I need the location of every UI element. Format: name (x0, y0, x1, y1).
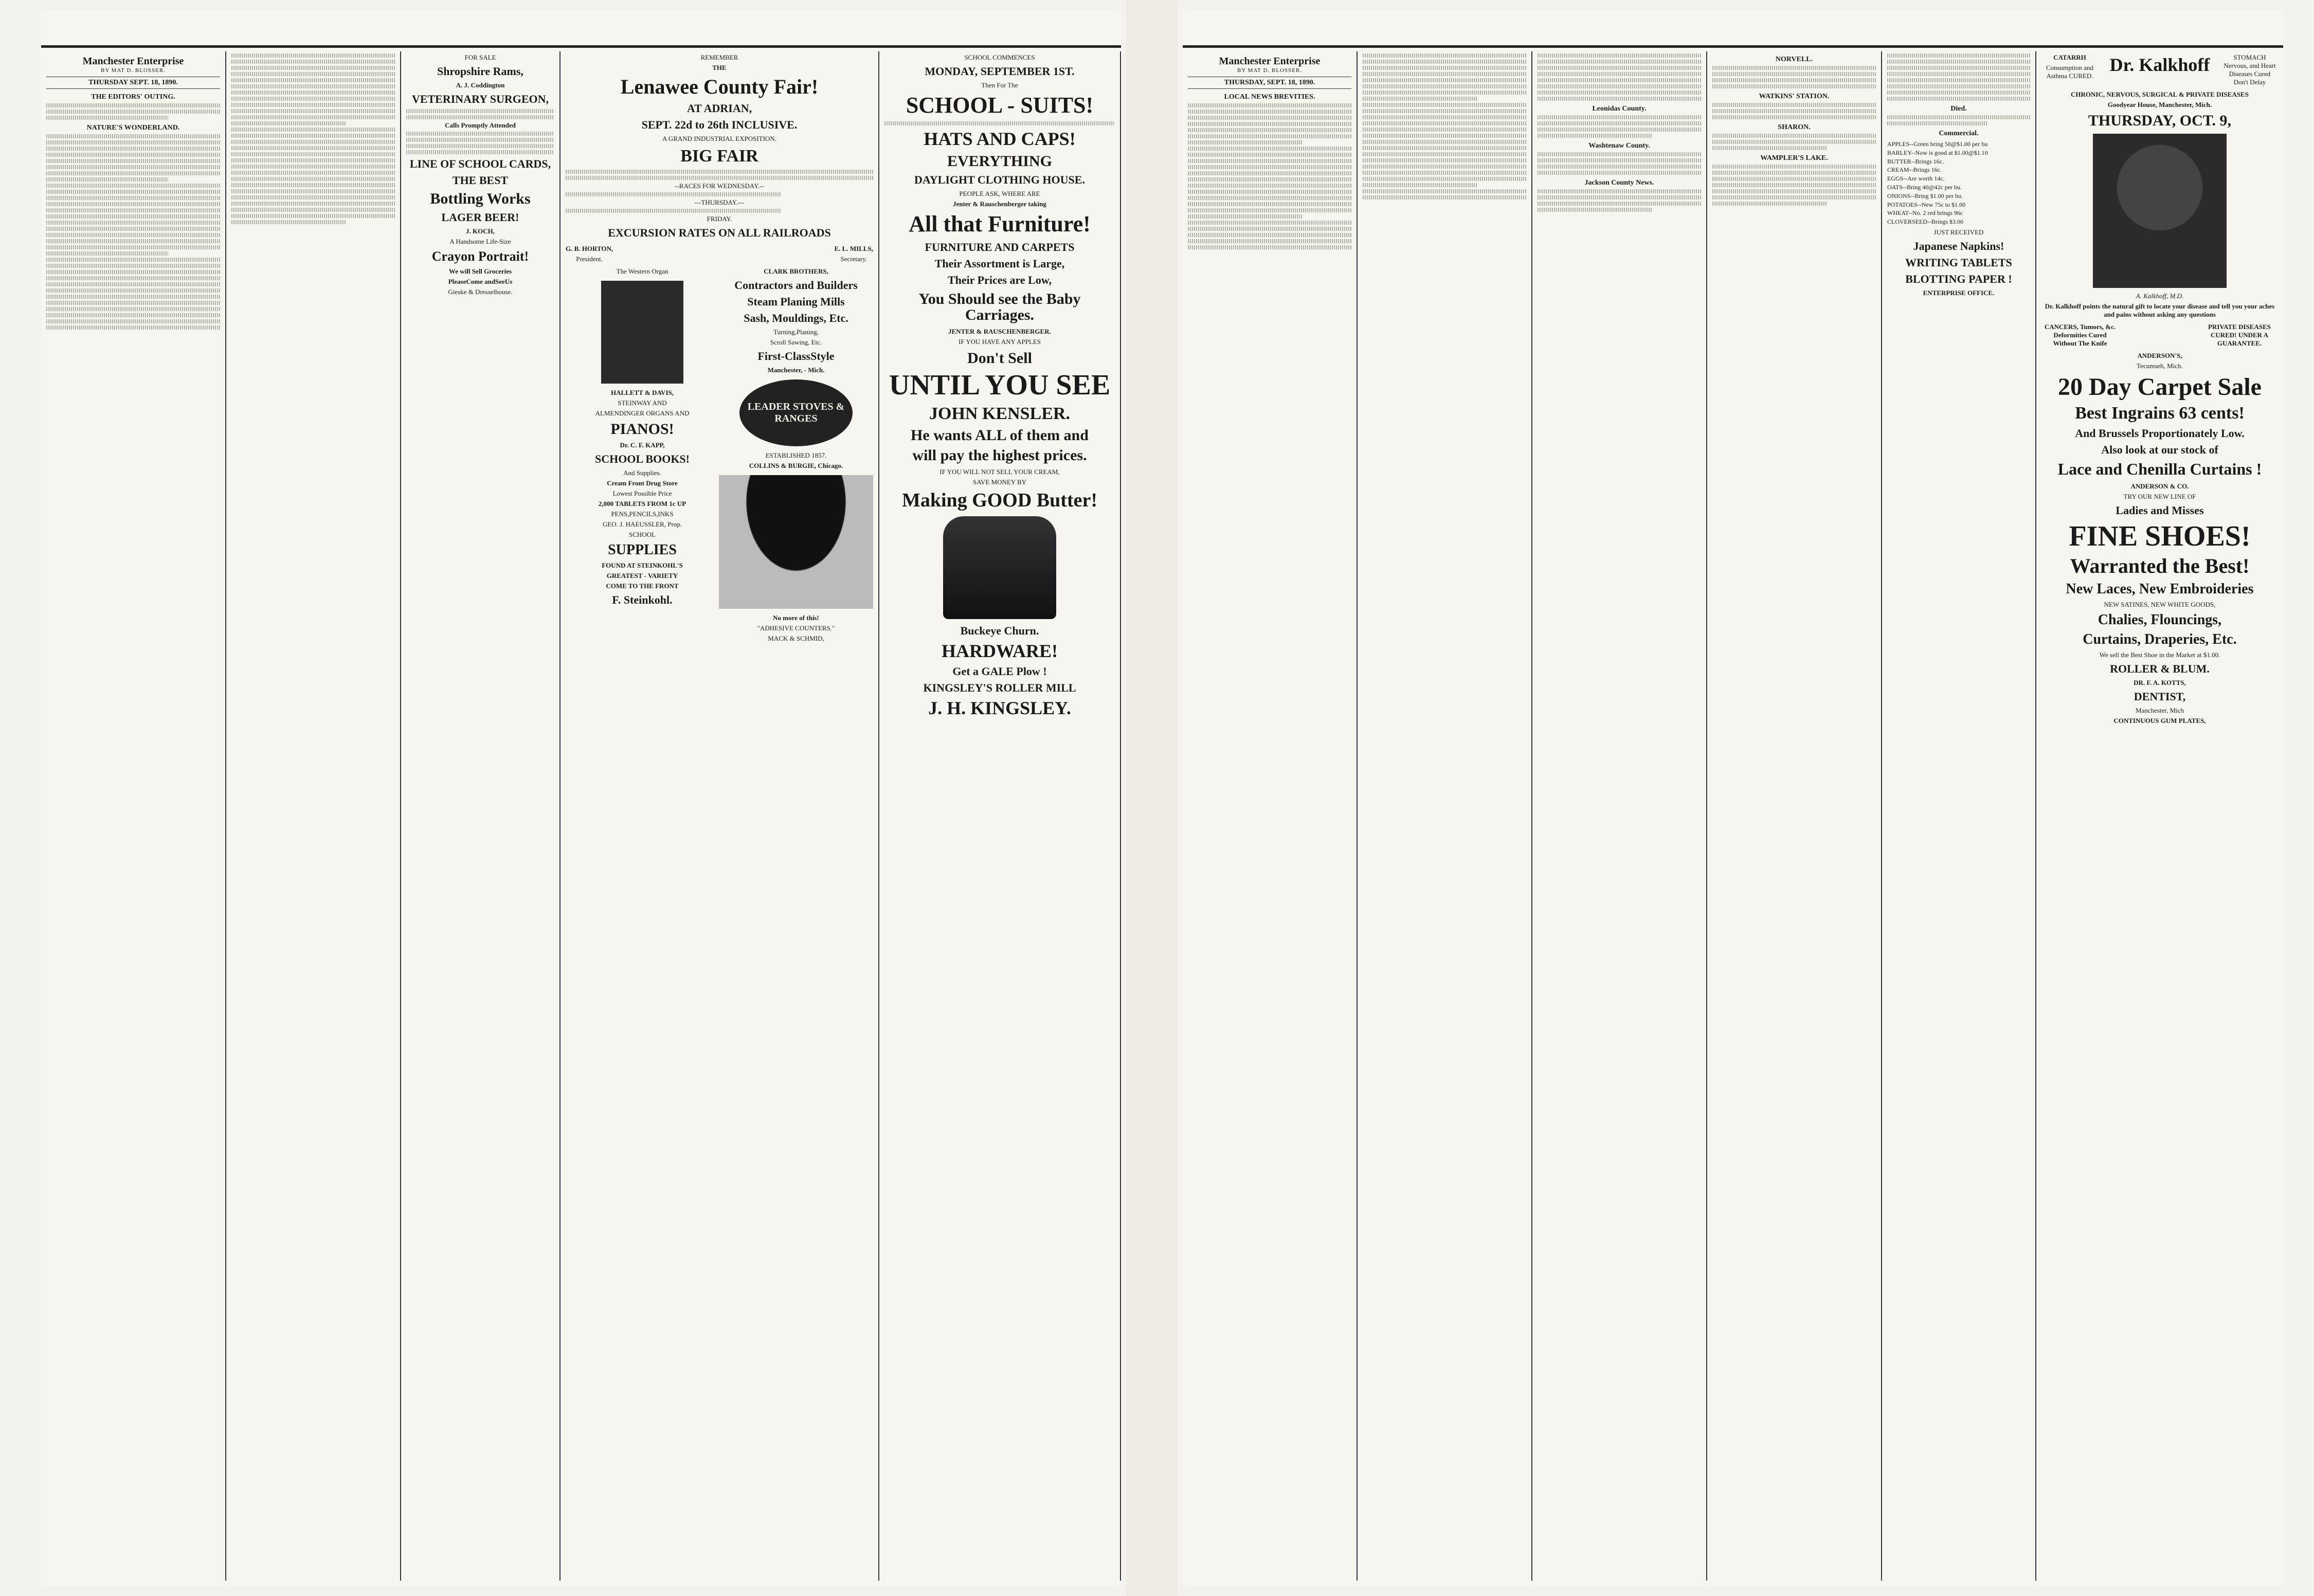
try-our: TRY OUR NEW LINE OF (2123, 492, 2196, 500)
almendinger: ALMENDINGER ORGANS AND (595, 409, 690, 417)
haeussler: GEO. J. HAEUSSLER, Prop. (602, 520, 682, 528)
brussels: And Brussels Proportionately Low. (2075, 427, 2245, 440)
kotts: DR. F. A. KOTTS, (2134, 679, 2186, 687)
steinkohl-found: FOUND AT STEINKOHL'S (602, 561, 683, 569)
daylight: DAYLIGHT CLOTHING HOUSE. (914, 173, 1085, 187)
private: PRIVATE DISEASES CURED! UNDER A GUARANTEE. (2208, 323, 2271, 347)
adhesive: "ADHESIVE COUNTERS." (757, 624, 835, 632)
masthead: Manchester Enterprise (1219, 56, 1321, 67)
left-page (41, 10, 1121, 1586)
market-row: EGGS--Are worth 14c. (1887, 175, 1945, 183)
kensler: JOHN KENSLER. (929, 404, 1070, 423)
horton: G. B. HORTON, (566, 244, 613, 252)
tablets: 2,000 TABLETS FROM 1c UP (598, 499, 686, 507)
clark: CLARK BROTHERS, (764, 267, 828, 275)
until-see: UNTIL YOU SEE (889, 369, 1111, 402)
masthead: Manchester Enterprise (82, 56, 184, 67)
dont-sell: Don't Sell (967, 349, 1032, 367)
fine-shoes: FINE SHOES! (2069, 520, 2251, 552)
japanese-napkins: Japanese Napkins! (1913, 239, 2004, 252)
save-money: SAVE MONEY BY (972, 478, 1026, 486)
steinway: STEINWAY AND (618, 398, 667, 407)
ad-school-cards: LINE OF SCHOOL CARDS, (409, 157, 551, 170)
roller-mill: KINGSLEY'S ROLLER MILL (923, 681, 1076, 695)
ingrains: Best Ingrains 63 cents! (2075, 404, 2245, 423)
everything: EVERYTHING (947, 152, 1052, 170)
blotting: BLOTTING PAPER ! (1905, 272, 2012, 285)
writing-tablets: WRITING TABLETS (1905, 256, 2012, 269)
monday: MONDAY, SEPTEMBER 1ST. (925, 65, 1075, 78)
school-books: SCHOOL BOOKS! (595, 452, 690, 465)
hats-caps: HATS AND CAPS! (924, 129, 1076, 150)
gale-plow: Get a GALE Plow ! (952, 665, 1047, 678)
kalkhoff-tagline: Dr. Kalkhoff points the natural gift to locate your disease and tell you your aches and pains without asking any questions (2045, 302, 2275, 318)
ad-groceries: We will Sell Groceries (448, 267, 512, 275)
wants-all: He wants ALL of them and (911, 426, 1089, 444)
left-col-4 (561, 51, 879, 1581)
if-cream: IF YOU WILL NOT SELL YOUR CREAM, (939, 467, 1060, 476)
market-row: CREAM--Brings 16c. (1887, 166, 1942, 174)
buckeye: Buckeye Churn. (960, 624, 1039, 637)
right-col-2 (1358, 51, 1532, 1581)
people-ask: PEOPLE ASK, WHERE ARE (959, 190, 1040, 198)
market-row: BARLEY--Now is good at $1.00@$1.10 (1887, 149, 1988, 156)
market-row: POTATOES--New 75c to $1.00 (1887, 201, 1966, 208)
kalkhoff-title: Dr. Kalkhoff (2109, 55, 2210, 75)
contractors: Contractors and Builders (734, 278, 858, 292)
steam-mills: Steam Planing Mills (747, 295, 845, 308)
article-headline: THE EDITORS' OUTING. (91, 93, 175, 101)
section-head: Washtenaw County. (1588, 142, 1650, 150)
if-apples: IF YOU HAVE ANY APPLES (959, 337, 1041, 346)
satines: NEW SATINES, NEW WHITE GOODS, (2104, 601, 2216, 609)
curtains: Curtains, Draperies, Etc. (2083, 631, 2237, 648)
section-head: NORVELL. (1775, 56, 1813, 63)
top-rule (41, 45, 1121, 48)
article-headline: NATURE'S WONDERLAND. (86, 124, 180, 132)
cream-front: Cream Front Drug Store (607, 479, 678, 487)
andersons: ANDERSON'S, (2137, 352, 2182, 359)
market-row: ONIONS--Bring $1.00 per bu. (1887, 192, 1963, 199)
center-gutter (1126, 0, 1178, 1596)
excursion-rates: EXCURSION RATES ON ALL RAILROADS (608, 226, 831, 239)
steinkohl-variety: GREATEST - VARIETY (606, 571, 678, 579)
best-shoe: We sell the Best Shoe in the Market at $1.00. (2099, 651, 2220, 659)
races-friday: FRIDAY. (707, 214, 732, 223)
kalkhoff-signature: A. Kalkhoff, M.D. (2136, 292, 2184, 300)
collins: COLLINS & BURGIE, Chicago. (749, 461, 843, 469)
right-col-3 (1532, 51, 1707, 1581)
section-head: SHARON. (1778, 123, 1811, 131)
good-butter: Making GOOD Butter! (902, 489, 1097, 511)
byline: BY MAT D. BLOSSER. (101, 67, 166, 74)
big-fair: BIG FAIR (680, 147, 758, 166)
ad-shropshire: Shropshire Rams, (437, 65, 523, 78)
ad-crayon: Crayon Portrait! (431, 249, 529, 264)
lenawee-adrian: AT ADRIAN, (686, 102, 752, 115)
races-wednesday: --RACES FOR WEDNESDAY.-- (675, 182, 764, 190)
mills-title: Secretary. (840, 255, 867, 263)
no-more: No more of this! (773, 613, 819, 622)
scroll: Scroll Sawing, Etc. (770, 338, 822, 346)
churn-illustration (943, 516, 1056, 619)
japanese-pre: JUST RECEIVED (1933, 228, 1984, 236)
pianos: PIANOS! (610, 420, 674, 438)
market-row: WHEAT--No. 2 red brings 96c (1887, 209, 1963, 217)
left-col-2 (226, 51, 401, 1581)
school-supplies-pre: SCHOOL (628, 530, 656, 538)
sash: Sash, Mouldings, Etc. (744, 311, 848, 324)
lenawee-exposition: A GRAND INDUSTRIAL EXPOSITION. (662, 135, 776, 142)
turning: Turning,Planing, (773, 328, 819, 336)
pens: PENS,PENCILS,INKS (611, 510, 674, 518)
market-report (1887, 140, 2030, 226)
lenawee-remember: REMEMBER (700, 53, 738, 61)
school-suits: SCHOOL - SUITS! (906, 93, 1094, 118)
center-ads (879, 51, 1121, 1581)
lace: Lace and Chenilla Curtains ! (2057, 460, 2262, 479)
catarrh: CATARRH (2053, 53, 2086, 61)
furniture-carpets: FURNITURE AND CARPETS (925, 240, 1075, 253)
goodyear: Goodyear House, Manchester, Mich. (2107, 101, 2212, 108)
also-look: Also look at our stock of (2101, 443, 2218, 457)
right-col-5 (1882, 51, 2036, 1581)
assortment: Their Assortment is Large, (934, 257, 1065, 270)
right-page (1183, 10, 2283, 1586)
right-col-4 (1707, 51, 1882, 1581)
warranted: Warranted the Best! (2070, 554, 2250, 578)
races-thursday: ---THURSDAY.--- (694, 198, 745, 206)
ad-koch: J. KOCH, (466, 227, 495, 235)
ad-coddington: A. J. Coddington (456, 81, 505, 89)
top-rule (1183, 45, 2283, 48)
roller-blum: ROLLER & BLUM. (2110, 662, 2210, 676)
laces: New Laces, New Embroideries (2066, 581, 2254, 597)
organ-illustration (601, 281, 683, 384)
jenter-taking: Jenter & Rauschenberger taking (953, 200, 1046, 208)
left-col-1 (41, 51, 226, 1581)
byline: BY MAT D. BLOSSER. (1237, 67, 1302, 74)
mills: E. L. MILLS, (834, 244, 873, 252)
lenawee-the: THE (712, 64, 727, 71)
market-row: CLOVERSEED--Brings $3.00 (1887, 218, 1963, 226)
ad-crayon-pre: A Handsome Life-Size (449, 238, 511, 245)
first-class: First-ClassStyle (757, 349, 835, 362)
enterprise-office: ENTERPRISE OFFICE. (1923, 288, 1995, 297)
market-row: APPLES--Green bring 50@$1.00 per bu (1887, 140, 1988, 148)
continuous: CONTINUOUS GUM PLATES, (2113, 717, 2206, 725)
section-head: Commercial. (1939, 130, 1979, 137)
market-row: OATS--Bring 40@42c per bu. (1887, 183, 1962, 191)
lenawee-dates: SEPT. 22d to 26th INCLUSIVE. (641, 118, 798, 131)
right-col-ads (2036, 51, 2283, 1581)
section-head: Jackson County News. (1584, 179, 1654, 187)
leader-stoves-logo: LEADER STOVES & RANGES (739, 379, 853, 446)
consumption: Consumption and Asthma CURED. (2046, 64, 2094, 80)
issue-date: THURSDAY SEPT. 18, 1890. (46, 77, 220, 89)
and-supplies: And Supplies. (623, 468, 661, 477)
chronic: CHRONIC, NERVOUS, SURGICAL & PRIVATE DISEASES (2071, 90, 2249, 98)
lenawee-fair: Lenawee County Fair! (620, 75, 819, 98)
stomach: STOMACH Nervous, and Heart Diseases Cured Don't Delay (2223, 53, 2276, 86)
chalies: Chalies, Flouncings, (2098, 612, 2222, 628)
jenter-footer: JENTER & RAUSCHENBERGER. (948, 327, 1051, 335)
mack: MACK & SCHMID, (768, 634, 824, 642)
issue-date: THURSDAY, SEPT. 18, 1890. (1188, 77, 1351, 89)
hardware: HARDWARE! (941, 640, 1058, 661)
dentist-address: Manchester, Mich (2135, 706, 2184, 715)
ad-please-come: PleaseCome andSeeUs (448, 278, 513, 285)
ad-for-sale: FOR SALE (464, 53, 496, 61)
established: ESTABLISHED 1857. (765, 451, 827, 459)
kalkhoff-portrait (2093, 134, 2227, 288)
ad-veterinary: VETERINARY SURGEON, (411, 93, 549, 105)
ad-the-best: THE BEST (452, 174, 509, 187)
lowest-price: Lowest Possible Price (612, 489, 672, 497)
ad-gieske: Gieske & Dresselhouse. (448, 288, 513, 296)
section-head: Died. (1950, 105, 1967, 113)
body-text (231, 53, 395, 224)
thursday-oct: THURSDAY, OCT. 9, (2088, 112, 2232, 129)
kingsley: J. H. KINGSLEY. (928, 698, 1071, 719)
section-head: LOCAL NEWS BREVITIES. (1224, 93, 1315, 101)
tecumseh: Tecumseh, Mich. (2137, 362, 2183, 370)
hallett: HALLETT & DAVIS, (611, 388, 674, 396)
market-row: BUTTER--Brings 16c. (1887, 157, 1944, 165)
kapp: Dr. C. F. KAPP, (620, 441, 665, 449)
ad-calls: Calls Promptly Attended (445, 121, 516, 129)
misses: Ladies and Misses (2116, 503, 2204, 517)
ad-bottling: Bottling Works (430, 190, 531, 207)
body-text (46, 134, 220, 330)
baby-carriages: You Should see the Baby Carriages. (918, 290, 1081, 324)
dentist: DENTIST, (2134, 690, 2186, 703)
prices-low: Their Prices are Low, (947, 273, 1052, 286)
then-for: Then For The (981, 81, 1018, 89)
ad-lager: LAGER BEER! (441, 211, 519, 224)
umbrella-illustration (719, 475, 873, 609)
left-col-3 (401, 51, 561, 1581)
all-furniture: All that Furniture! (909, 211, 1091, 237)
section-head: WATKINS' STATION. (1759, 93, 1830, 100)
section-head: Leonidas County. (1592, 105, 1647, 113)
school-commences: SCHOOL COMMENCES (964, 53, 1035, 61)
manchester: Manchester, - Mich. (767, 366, 825, 374)
organ-label: The Western Organ (616, 267, 668, 275)
steinkohl-come: COME TO THE FRONT (606, 582, 679, 590)
school-supplies: SUPPLIES (608, 541, 677, 558)
cancers: CANCERS, Tumors, &c. Deformities Cured Without The Knife (2044, 323, 2116, 347)
right-col-1 (1183, 51, 1358, 1581)
anderson-co: ANDERSON & CO. (2130, 482, 2189, 490)
pay-highest: will pay the highest prices. (912, 447, 1087, 464)
carpet-sale: 20 Day Carpet Sale (2058, 373, 2262, 401)
section-head: WAMPLER'S LAKE. (1760, 154, 1828, 162)
steinkohl: F. Steinkohl. (612, 593, 673, 606)
horton-title: President. (576, 255, 603, 263)
